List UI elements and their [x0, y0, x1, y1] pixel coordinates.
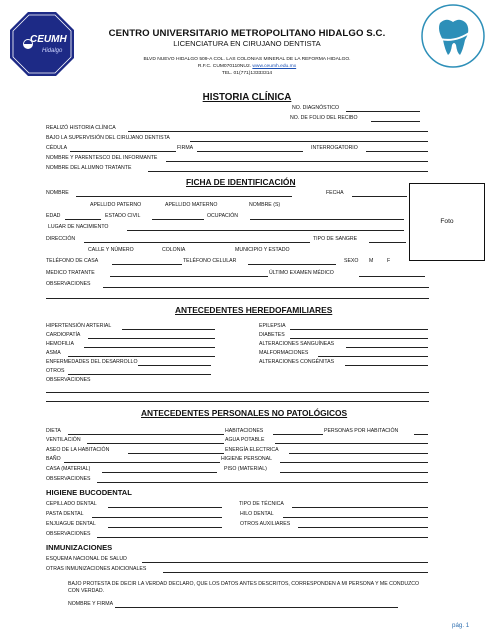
telefono-casa-field[interactable]	[112, 264, 182, 265]
cedula-label: CÉDULA	[46, 145, 68, 151]
medico-label: MEDICO TRATANTE	[46, 270, 95, 276]
nombres-label: NOMBRE (S)	[249, 202, 281, 208]
firma-label: FIRMA	[177, 145, 194, 151]
no-patologicos-title: ANTECEDENTES PERSONALES NO PATOLÓGICOS	[141, 408, 348, 418]
logo-subtext: Hidalgo	[42, 48, 63, 54]
hb-cepillado-label: CEPILLADO DENTAL	[46, 501, 97, 507]
supervision-field[interactable]	[190, 141, 428, 142]
sexo-f-option[interactable]: F	[387, 258, 391, 264]
hf-left-desarrollo: ENFERMEDADES DEL DESARROLLO	[46, 359, 138, 365]
medico-field[interactable]	[110, 276, 268, 277]
institution-phone: TEL. 01(771)13333314	[221, 71, 273, 76]
cedula-field[interactable]	[70, 151, 176, 152]
hf-right-epilepsia: EPILEPSIA	[259, 323, 286, 329]
np-personas-field[interactable]	[414, 434, 428, 435]
hb-observaciones-label: OBSERVACIONES	[46, 531, 91, 537]
ultimo-examen-label: ÚLTIMO EXAMEN MÉDICO	[269, 270, 334, 276]
hf-left-desarrollo-field[interactable]	[138, 365, 211, 366]
protesta-text: BAJO PROTESTA DE DECIR LA VERDAD DECLARO, QUE LOS DATOS ANTES DESCRITOS, CORRESPONDEN A MI PERSONA Y ME CONDUZCO CON VERDAD.	[68, 581, 420, 594]
folio-field[interactable]	[371, 121, 420, 122]
alumno-field[interactable]	[148, 171, 428, 172]
np-energia-label: ENERGÍA ELECTRICA	[225, 447, 279, 453]
hf-right-malformaciones-field[interactable]	[318, 356, 428, 357]
hf-right-sanguineas: ALTERACIONES SANGUÍNEAS	[259, 341, 335, 347]
identificacion-observaciones-label: OBSERVACIONES	[46, 281, 91, 287]
inm-esquema-field[interactable]	[142, 562, 428, 563]
lugar-nacimiento-field[interactable]	[127, 230, 404, 231]
inmunizaciones-title: INMUNIZACIONES	[46, 543, 113, 552]
hb-enjuague-label: ENJUAGUE DENTAL	[46, 521, 96, 527]
diagnostico-label: NO. DIAGNÓSTICO	[292, 105, 339, 111]
hf-right-epilepsia-field[interactable]	[290, 329, 428, 330]
institution-rfc-line	[0, 64, 494, 69]
hf-observaciones-label: OBSERVACIONES	[46, 377, 91, 383]
hf-left-cardiopatia-field[interactable]	[88, 338, 215, 339]
municipio-label: MUNICIPIO Y ESTADO	[235, 247, 290, 253]
tipo-sangre-label: TIPO DE SANGRE	[313, 236, 358, 242]
hf-observaciones-line2[interactable]	[46, 401, 429, 402]
hf-left-hemofilia-field[interactable]	[84, 347, 215, 348]
realizo-field[interactable]	[128, 131, 428, 132]
alumno-label: NOMBRE DEL ALUMNO TRATANTE	[46, 165, 132, 171]
hf-left-hipertension: HIPERTENSIÓN ARTERIAL	[46, 323, 112, 329]
hb-otros-aux-label: OTROS AUXILIARES	[240, 521, 291, 527]
apellido-materno-label: APELLIDO MATERNO	[165, 202, 218, 208]
informante-field[interactable]	[166, 161, 428, 162]
np-higiene-personal-field[interactable]	[280, 462, 428, 463]
telefono-celular-label: TELÉFONO CELULAR	[183, 258, 237, 264]
np-observaciones-field[interactable]	[97, 482, 428, 483]
direccion-field[interactable]	[84, 242, 310, 243]
hf-left-otros-field[interactable]	[68, 374, 211, 375]
inm-otras-field[interactable]	[163, 572, 428, 573]
edad-field[interactable]	[65, 219, 101, 220]
np-dieta-field[interactable]	[68, 434, 224, 435]
hf-right-malformaciones: MALFORMACIONES	[259, 350, 309, 356]
hb-cepillado-field[interactable]	[108, 507, 222, 508]
institution-address: BLVD NUEVO HIDALGO 509-A COL. LAS COLONIAS MINERAL DE LA REFORMA HIDALGO.	[143, 57, 351, 62]
hf-left-asma: ASMA	[46, 350, 61, 356]
nombre-label: NOMBRE	[46, 190, 69, 196]
inm-otras-label: OTRAS INMUNIZACIONES ADICIONALES	[46, 566, 147, 572]
interrogatorio-field[interactable]	[366, 151, 428, 152]
sexo-label: SEXO	[344, 258, 359, 264]
hf-right-congenitas-field[interactable]	[345, 365, 428, 366]
ocupacion-label: OCUPACIÓN	[207, 213, 239, 219]
ocupacion-field[interactable]	[250, 219, 404, 220]
hf-observaciones-line1[interactable]	[46, 392, 429, 393]
nombre-field[interactable]	[76, 196, 292, 197]
np-habitaciones-label: HABITACIONES	[225, 428, 264, 434]
np-habitaciones-field[interactable]	[273, 434, 323, 435]
hb-pasta-field[interactable]	[92, 517, 222, 518]
page-number: pág. 1	[452, 622, 470, 629]
estado-civil-field[interactable]	[152, 219, 204, 220]
firma-field[interactable]	[197, 151, 303, 152]
telefono-celular-field[interactable]	[248, 264, 336, 265]
interrogatorio-label: INTERROGATORIO	[311, 145, 358, 151]
informante-label: NOMBRE Y PARENTESCO DEL INFORMANTE	[46, 155, 158, 161]
edad-label: EDAD	[46, 213, 61, 219]
institution-title: CENTRO UNIVERSITARIO METROPOLITANO HIDALGO S.C.	[108, 28, 386, 39]
np-dieta-label: DIETA	[46, 428, 61, 434]
hb-enjuague-field[interactable]	[108, 527, 222, 528]
np-aseo-label: ASEO DE LA HABITACIÓN	[46, 447, 110, 453]
hb-observaciones-field[interactable]	[97, 537, 428, 538]
website-link[interactable]: www.ceumh.edu.mx	[252, 64, 297, 69]
photo-label: Foto	[440, 218, 454, 225]
hf-left-hemofilia: HEMOFILIA	[46, 341, 74, 347]
hb-otros-aux-field[interactable]	[298, 527, 428, 528]
np-energia-field[interactable]	[289, 453, 428, 454]
document-title: HISTORIA CLÍNICA	[202, 92, 292, 103]
photo-box[interactable]	[409, 183, 485, 261]
rfc-text: R.F.C. CUM070110NU2.	[197, 64, 252, 69]
fecha-label: FECHA	[326, 190, 344, 196]
hf-left-cardiopatia: CARDIOPATÍA	[46, 332, 81, 338]
np-piso-label: PISO (MATERIAL)	[224, 466, 267, 472]
np-higiene-personal-label: HIGIENE PERSONAL	[221, 456, 273, 462]
np-observaciones-label: OBSERVACIONES	[46, 476, 91, 482]
sexo-m-option[interactable]: M	[369, 258, 374, 264]
np-agua-label: AGUA POTABLE	[225, 437, 265, 443]
np-bano-field[interactable]	[64, 462, 220, 463]
np-agua-field[interactable]	[275, 443, 428, 444]
logo-text: CEUMH	[30, 34, 67, 45]
np-piso-field[interactable]	[280, 472, 428, 473]
apellido-paterno-label: APELLIDO PATERNO	[90, 202, 142, 208]
institution-subtitle: LICENCIATURA EN CIRUJANO DENTISTA	[173, 39, 321, 48]
identificacion-observaciones-line2[interactable]	[46, 298, 429, 299]
identificacion-observaciones-field[interactable]	[103, 287, 429, 288]
hf-right-sanguineas-field[interactable]	[346, 347, 428, 348]
identificacion-title: FICHA DE IDENTIFICACIÓN	[186, 177, 296, 187]
hb-tipo-tecnica-field[interactable]	[292, 507, 428, 508]
hb-hilo-field[interactable]	[283, 517, 428, 518]
np-casa-label: CASA (MATERIAL)	[46, 466, 91, 472]
hb-hilo-label: HILO DENTAL	[240, 511, 274, 517]
firma-paciente-field[interactable]	[115, 607, 398, 608]
hb-pasta-label: PASTA DENTAL	[46, 511, 84, 517]
realizo-label: REALIZÓ HISTORIA CLÍNICA	[46, 125, 116, 131]
np-bano-label: BAÑO	[46, 456, 61, 462]
hf-left-hipertension-field[interactable]	[122, 329, 215, 330]
folio-label: NO. DE FOLIO DEL RECIBO	[290, 115, 358, 121]
np-casa-field[interactable]	[102, 472, 217, 473]
supervision-label: BAJO LA SUPERVISIÓN DEL CIRUJANO DENTISTA	[46, 135, 170, 141]
estado-civil-label: ESTADO CIVIL	[105, 213, 141, 219]
np-ventilacion-label: VENTILACIÓN	[46, 437, 81, 443]
telefono-casa-label: TELÉFONO DE CASA	[46, 258, 99, 264]
hf-right-congenitas: ALTERACIONES CONGÉNITAS	[259, 359, 335, 365]
hf-left-asma-field[interactable]	[68, 356, 215, 357]
higiene-bucodental-title: HIGIENE BUCODENTAL	[46, 488, 132, 497]
calle-label: CALLE Y NÚMERO	[88, 247, 134, 253]
hf-left-otros: OTROS	[46, 368, 65, 374]
ultimo-examen-field[interactable]	[359, 276, 425, 277]
np-ventilacion-field[interactable]	[87, 443, 224, 444]
firma-paciente-label: NOMBRE Y FIRMA	[68, 601, 114, 607]
colonia-label: COLONIA	[162, 247, 186, 253]
direccion-label: DIRECCIÓN	[46, 236, 76, 242]
hb-tipo-tecnica-label: TIPO DE TÉCNICA	[239, 501, 284, 507]
lugar-nacimiento-label: LUGAR DE NACIMIENTO	[48, 224, 109, 230]
inm-esquema-label: ESQUEMA NACIONAL DE SALUD	[46, 556, 127, 562]
np-personas-label: PERSONAS POR HABITACIÓN	[324, 428, 399, 434]
np-aseo-field[interactable]	[128, 453, 224, 454]
tipo-sangre-field[interactable]	[369, 242, 406, 243]
hf-right-diabetes-field[interactable]	[290, 338, 428, 339]
fecha-field[interactable]	[352, 196, 407, 197]
hf-right-diabetes: DIABETES	[259, 332, 285, 338]
heredofamiliares-title: ANTECEDENTES HEREDOFAMILIARES	[175, 305, 333, 315]
diagnostico-field[interactable]	[346, 111, 420, 112]
